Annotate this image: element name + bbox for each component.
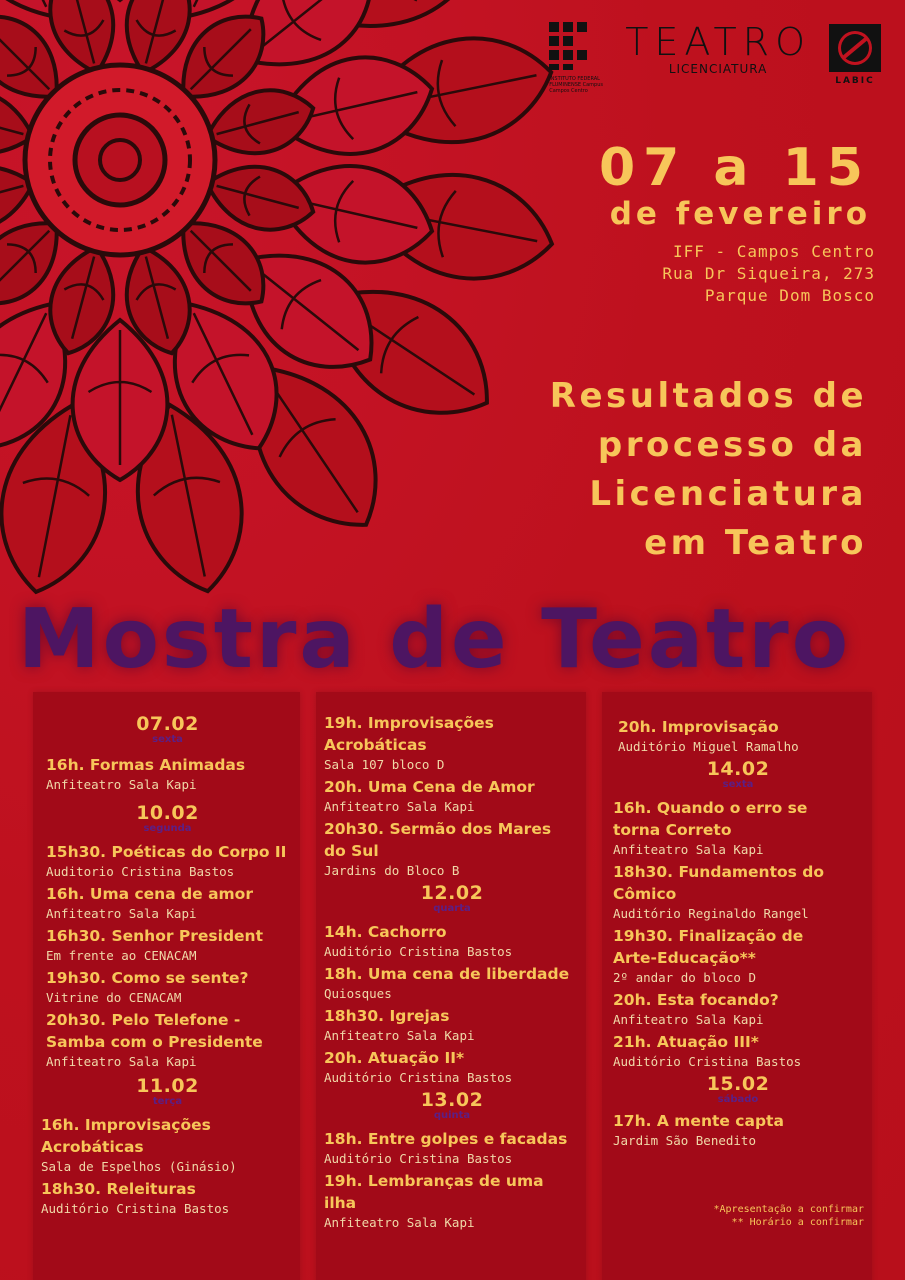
event [41,1178,294,1217]
footnote: *Apresentação a confirmar [713,1204,864,1215]
day-date: 15.02 [706,1073,770,1095]
day-date: 13.02 [420,1089,484,1111]
event-place: Auditório Miguel Ramalho [618,739,799,754]
event [613,925,866,986]
event-place: Auditório Cristina Bastos [324,1151,513,1166]
event-place: Anfiteatro Sala Kapi [324,1215,475,1230]
event-title: 18h. Uma cena de liberdade [324,965,570,983]
event [613,1110,866,1149]
event-title: Cômico [613,885,677,903]
subtitle-line: Resultados de [549,376,867,416]
event-place: Jardim São Benedito [613,1133,756,1148]
event-place: Auditório Cristina Bastos [324,1070,513,1085]
labic-logo [827,22,883,86]
day-weekday: sexta [722,779,754,790]
day-weekday: segunda [143,823,192,834]
event-place: 2º andar do bloco D [613,970,756,985]
event-place: Jardins do Bloco B [324,863,460,878]
event-place: Quiosques [324,986,392,1001]
mandala-illustration [0,0,570,610]
event-title: Arte-Educação** [613,949,756,967]
event-dates [599,140,871,232]
event [613,989,866,1028]
event [41,754,294,793]
footnote: ** Horário a confirmar [731,1217,864,1228]
event-title: 19h30. Como se sente? [46,969,249,987]
venue-line: Rua Dr Siqueira, 273 [662,264,875,283]
labic-logo-label: LABIC [835,76,875,86]
event-title: 20h30. Sermão dos Mares [324,820,552,838]
event-title: 19h. Improvisações [324,714,494,732]
event-title: 19h30. Finalização de [613,927,804,945]
event-title: 20h30. Pelo Telefone - [46,1011,241,1029]
event-title: 16h30. Senhor President [46,927,263,945]
teatro-logo-sub: LICENCIATURA [668,62,768,76]
event [46,841,294,880]
event-title: 18h30. Fundamentos do [613,863,825,881]
event [324,776,580,815]
schedule-column-2 [316,692,586,1280]
day-header [610,1074,866,1106]
logo-bar [549,22,883,94]
event-place: Anfiteatro Sala Kapi [324,1028,475,1043]
event-place: Anfiteatro Sala Kapi [324,799,475,814]
event-title: 18h. Entre golpes e facadas [324,1130,568,1148]
subtitle-line: em Teatro [644,523,867,563]
event-title: 16h. Quando o erro se [613,799,808,817]
labic-logo-icon [827,22,883,74]
event-title: 16h. Improvisações [41,1116,211,1134]
event-title: 20h. Esta focando? [613,991,779,1009]
event [324,921,580,960]
event [613,1031,866,1070]
day-date: 07.02 [136,713,199,735]
event-title: 18h30. Igrejas [324,1007,450,1025]
event-place: Auditorio Cristina Bastos [46,864,235,879]
event [324,712,580,773]
event-title: 18h30. Releituras [41,1180,196,1198]
event [324,1047,580,1086]
day-date: 12.02 [420,882,484,904]
event-place: Anfiteatro Sala Kapi [46,1054,197,1069]
event-title: 15h30. Poéticas do Corpo II [46,843,287,861]
event [46,967,294,1006]
event-place: Auditório Reginaldo Rangel [613,906,809,921]
venue-line: IFF - Campos Centro [672,242,875,261]
event-title: Acrobáticas [324,736,427,754]
day-header [41,803,294,835]
venue-line: Parque Dom Bosco [704,286,875,305]
event-title: 20h. Atuação II* [324,1049,465,1067]
event-title: 20h. Uma Cena de Amor [324,778,535,796]
subtitle-line: processo da [597,425,867,465]
dates-month: de fevereiro [609,196,871,232]
event-title: 14h. Cachorro [324,923,447,941]
teatro-logo [625,22,811,76]
subtitle [550,372,867,568]
iff-logo-label: INSTITUTO FEDERAL FLUMINENSE Campus Campos Centro [549,76,603,94]
event [324,1170,580,1231]
day-weekday: quarta [433,903,471,914]
event [324,1128,580,1167]
event-place: Auditório Cristina Bastos [41,1201,230,1216]
day-header [324,883,580,915]
day-date: 11.02 [136,1075,199,1097]
event-place: Anfiteatro Sala Kapi [613,842,764,857]
event [613,861,866,922]
event [324,1005,580,1044]
event [46,883,294,922]
day-header [610,759,866,791]
event [610,716,866,755]
day-date: 14.02 [706,758,770,780]
day-weekday: sexta [152,734,183,745]
event-title: do Sul [324,842,379,860]
event-title: 16h. Formas Animadas [46,756,246,774]
schedule-column-1 [33,692,300,1280]
dates-range: 07 a 15 [598,138,871,198]
day-header [41,714,294,746]
event [46,1009,294,1070]
event-title: Acrobáticas [41,1138,144,1156]
event [613,797,866,858]
event-place: Sala de Espelhos (Ginásio) [41,1159,237,1174]
subtitle-line: Licenciatura [589,474,867,514]
event-title: torna Correto [613,821,732,839]
poster-title: Mostra de Teatro [18,592,852,687]
event [324,963,580,1002]
iff-logo [549,22,609,94]
teatro-logo-name: TEATRO [625,20,811,64]
event-title: 21h. Atuação III* [613,1033,759,1051]
event-title: Samba com o Presidente [46,1033,263,1051]
event [41,1114,294,1175]
venue-address [662,241,875,307]
iff-logo-icon [549,22,589,70]
day-header [324,1090,580,1122]
event-place: Vitrine do CENACAM [46,990,182,1005]
event-place: Em frente ao CENACAM [46,948,197,963]
day-weekday: sábado [717,1094,759,1105]
event-place: Auditório Cristina Bastos [613,1054,802,1069]
day-weekday: quinta [433,1110,471,1121]
event-title: 17h. A mente capta [613,1112,784,1130]
event-place: Anfiteatro Sala Kapi [46,906,197,921]
event-title: 19h. Lembranças de uma [324,1172,544,1190]
event-place: Anfiteatro Sala Kapi [613,1012,764,1027]
schedule-column-3 [602,692,872,1280]
day-weekday: terça [152,1096,183,1107]
day-date: 10.02 [136,802,199,824]
day-header [41,1076,294,1108]
event-title: 20h. Improvisação [618,718,779,736]
event-title: ilha [324,1194,357,1212]
event-place: Auditório Cristina Bastos [324,944,513,959]
event-title: 16h. Uma cena de amor [46,885,253,903]
event [324,818,580,879]
event-place: Sala 107 bloco D [324,757,445,772]
event [46,925,294,964]
event-place: Anfiteatro Sala Kapi [46,777,197,792]
footnotes [713,1203,864,1229]
